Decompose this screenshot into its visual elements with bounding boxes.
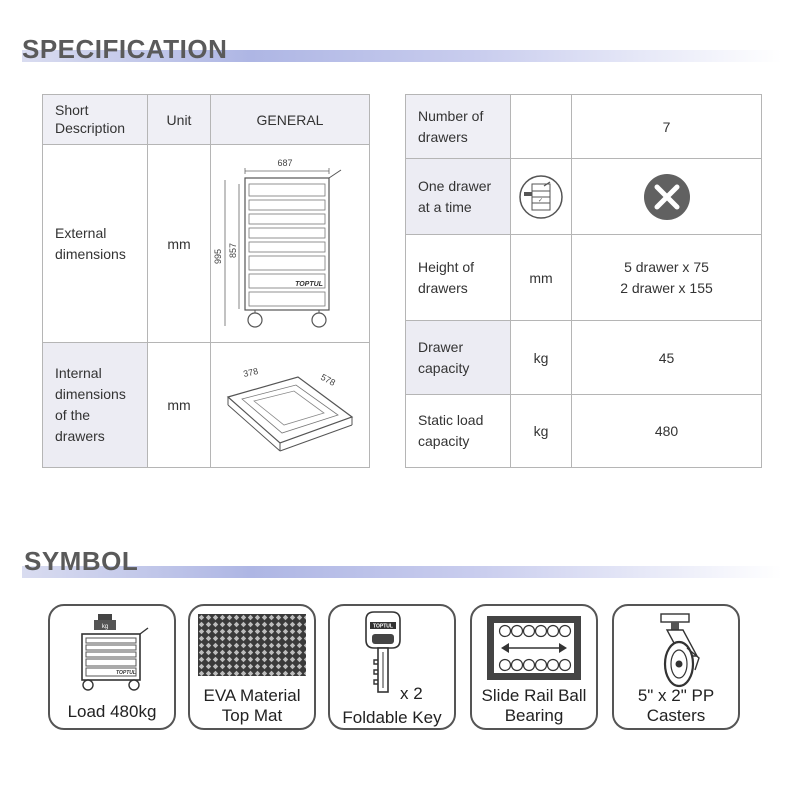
row-internal-dimensions-label: Internal dimensions of the drawers (43, 343, 148, 468)
svg-text:687: 687 (277, 157, 293, 168)
symbol-eva-card (188, 604, 316, 730)
row-drawer-capacity-unit: kg (511, 321, 572, 395)
key-icon (358, 610, 408, 694)
row-height-of-drawers-value: 5 drawer x 75 2 drawer x 155 (572, 235, 762, 321)
svg-text:TOPTUL: TOPTUL (116, 670, 136, 676)
row-external-dimensions-unit: mm (148, 145, 211, 343)
symbol-caster-label: 5" x 2" PP Casters (637, 686, 715, 725)
symbol-eva-label: EVA Material Top Mat (203, 686, 301, 725)
cross-circle-icon (642, 172, 692, 222)
row-static-load-label: Static load capacity (406, 395, 511, 468)
symbol-load-label: Load 480kg (67, 702, 157, 721)
row-number-of-drawers-label: Number of drawers (406, 95, 511, 159)
svg-text:TOPTUL: TOPTUL (373, 623, 393, 630)
row-drawer-capacity-label: Drawer capacity (406, 321, 511, 395)
svg-text:kg: kg (101, 624, 109, 630)
left-spec-table (42, 94, 370, 468)
symbol-key-extra: x 2 (400, 684, 423, 703)
drawer-dimension-diagram (211, 343, 370, 468)
symbol-caster-card (612, 604, 740, 730)
specification-heading: SPECIFICATION (22, 34, 228, 64)
header-unit: Unit (148, 95, 211, 145)
svg-text:TOPTUL: TOPTUL (295, 280, 323, 288)
row-one-drawer-label: One drawer at a time (406, 159, 511, 235)
symbol-bearing-card (470, 604, 598, 730)
row-number-of-drawers-unit (511, 95, 572, 159)
svg-text:378: 378 (242, 366, 260, 379)
mat-pattern-icon (198, 614, 306, 676)
symbol-key-label: Foldable Key (342, 708, 442, 727)
row-height-of-drawers-label: Height of drawers (406, 235, 511, 321)
symbol-heading: SYMBOL (24, 546, 139, 576)
row-drawer-capacity-value: 45 (572, 321, 762, 395)
ball-bearing-icon (485, 614, 583, 682)
svg-text:✓: ✓ (538, 197, 544, 204)
svg-text:995: 995 (213, 248, 223, 264)
cabinet-dimension-diagram (211, 145, 370, 343)
symbol-key-card (328, 604, 456, 730)
drawer-interlock-icon (518, 174, 564, 220)
symbol-load-card (48, 604, 176, 730)
row-one-drawer-value (572, 159, 762, 235)
row-height-of-drawers-unit: mm (511, 235, 572, 321)
row-one-drawer-unit (511, 159, 572, 235)
tool-cart-icon (68, 612, 158, 692)
symbol-bearing-label: Slide Rail Ball Bearing (481, 686, 587, 725)
right-spec-table (405, 94, 762, 468)
header-general: GENERAL (211, 95, 370, 145)
svg-text:578: 578 (319, 371, 338, 388)
row-static-load-unit: kg (511, 395, 572, 468)
row-static-load-value: 480 (572, 395, 762, 468)
svg-text:857: 857 (228, 242, 238, 258)
row-internal-dimensions-unit: mm (148, 343, 211, 468)
caster-wheel-icon (643, 610, 713, 690)
row-number-of-drawers-value: 7 (572, 95, 762, 159)
row-external-dimensions-label: External dimensions (43, 145, 148, 343)
header-short-description: Short Description (43, 95, 148, 145)
